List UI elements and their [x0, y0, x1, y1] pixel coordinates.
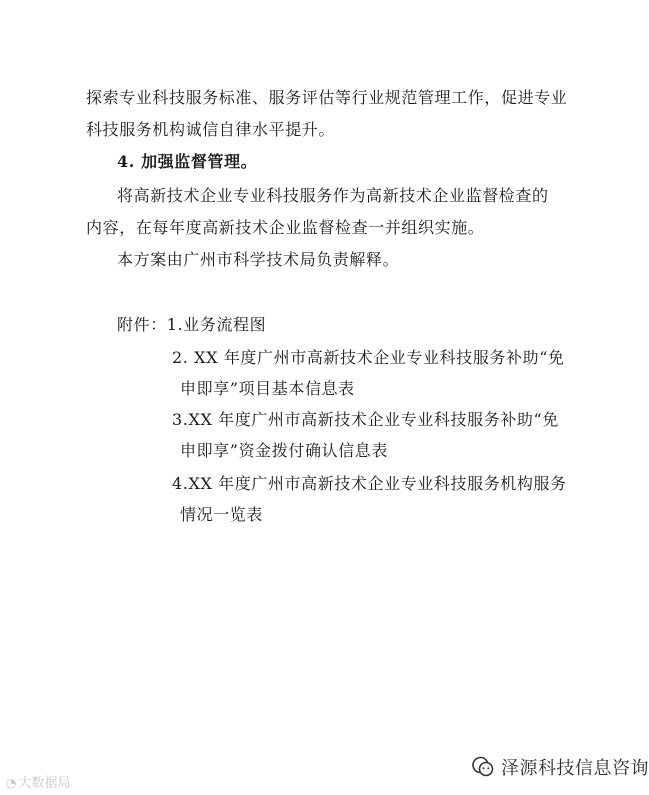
attachment-item-3: 3.XX 年度广州市高新技术企业专业科技服务补助“免 [172, 410, 559, 429]
paragraph-line: 内容，在每年度高新技术企业监督检查一并组织实施。 [86, 218, 485, 237]
attachment-item-2-cont: 申即享”项目基本信息表 [180, 379, 355, 398]
paragraph-line: 科技服务机构诚信自律水平提升。 [86, 120, 336, 139]
wechat-official-account-icon [471, 755, 495, 779]
watermark [6, 772, 71, 791]
attachment-item-4-cont: 情况一览表 [180, 505, 264, 524]
interpretation-note: 本方案由广州市科学技术局负责解释。 [117, 250, 400, 269]
section-heading: 4. 加强监督管理。 [117, 152, 258, 171]
attachment-item-1: 附件：1.业务流程图 [117, 315, 267, 334]
attachment-item-3-cont: 申即享”资金拨付确认信息表 [180, 441, 388, 460]
attachment-item-4: 4.XX 年度广州市高新技术企业专业科技服务机构服务 [172, 474, 567, 493]
paragraph-line: 将高新技术企业专业科技服务作为高新技术企业监督检查的 [117, 186, 549, 205]
attachment-item-2: 2. XX 年度广州市高新技术企业专业科技服务补助“免 [172, 348, 565, 367]
brand-name: 泽源科技信息咨询 [501, 758, 649, 779]
paragraph-line: 探索专业科技服务标准、服务评估等行业规范管理工作，促进专业 [86, 88, 568, 107]
watermark-icon: ◔ [6, 776, 17, 790]
watermark-text: 大数据局 [18, 776, 71, 791]
brand-signature[interactable] [471, 752, 649, 782]
